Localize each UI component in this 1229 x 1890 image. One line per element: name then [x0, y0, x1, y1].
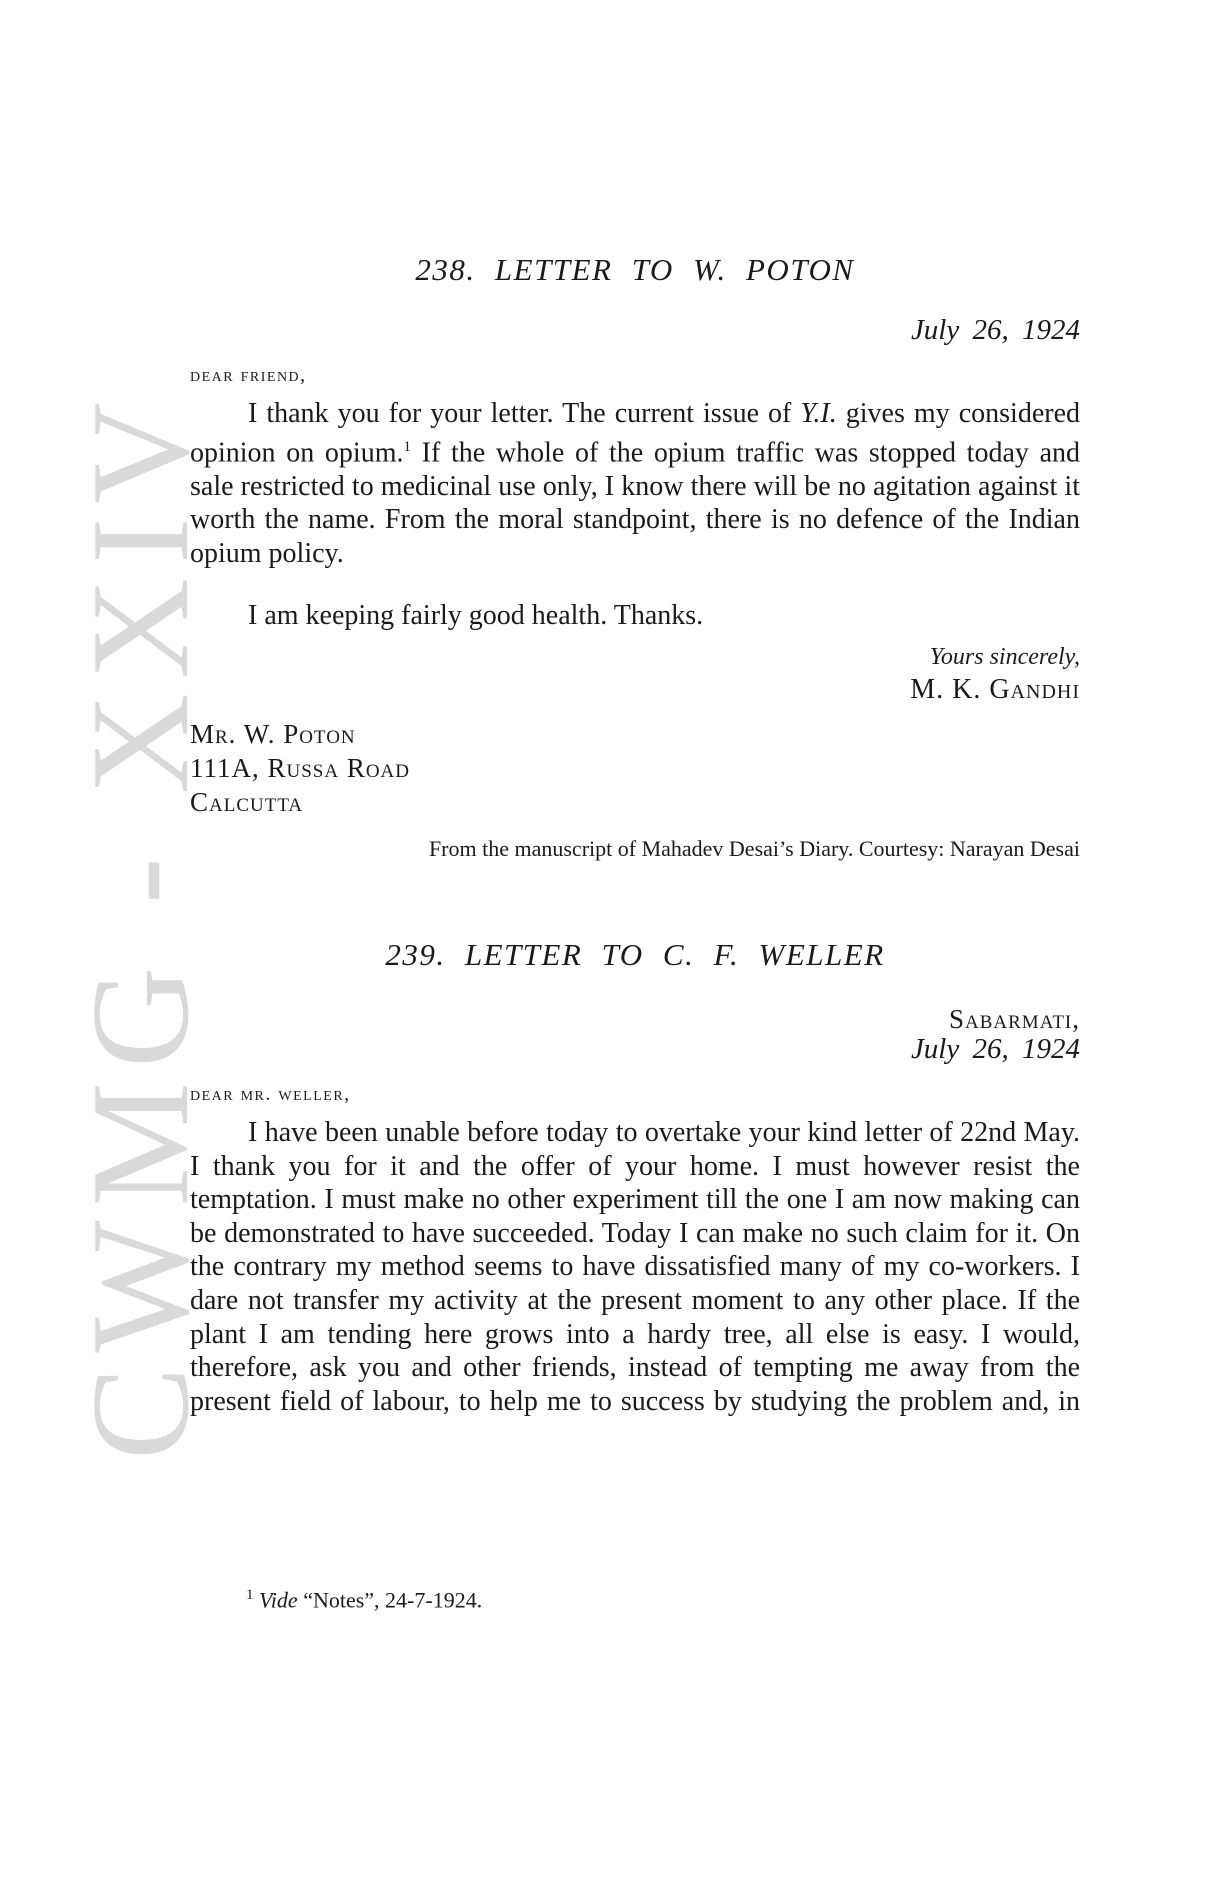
footnote-marker: 1 [403, 438, 411, 455]
para-text: gives my considered opinion on opium. [190, 398, 1081, 468]
letter-238-heading: 238. LETTER TO W. POTON [415, 252, 855, 287]
young-india-ref: Y.I. [800, 398, 837, 429]
signature: M. K. Gandhi [910, 674, 1080, 705]
footnote-text: “Notes”, 24-7-1924. [297, 1587, 483, 1613]
footnote-vide: Vide [259, 1587, 298, 1613]
address-line-1: Mr. W. Poton [190, 719, 356, 749]
letter-238-paragraph-2: I am keeping fairly good health. Thanks. [248, 600, 704, 631]
letter-238-salutation: dear friend, [190, 364, 307, 386]
footnote-number: 1 [246, 1587, 254, 1603]
address-line-2: 111A, Russa Road [190, 753, 411, 783]
letter-238 [190, 0, 1080, 1890]
letter-239-paragraph-1: I have been unable before today to overtake your kind letter of 22nd May. I thank you for it and the offer of your home. I must however resist the temptation. I must make no other experiment till the one I am now making can be demonstrated to have succeeded. Today I can make no such claim for it. On the contrary my method seems to have dissatisfied many of my co-workers. I dare not transfer my activity at the present moment to any other place. If the plant I am tending here grows into a hardy tree, all else is easy. I would, therefore, ask you and other friends, instead of tempting me away from the present field of labour, to help me to success by studying the problem and, in [190, 1117, 1080, 1417]
para-text: If the whole of the opium traffic was stopped today and sale restricted to medicinal use only, I know there will be no agitation against it worth the name. From the moral standpoint, there is no defence of the Indian opium policy. [190, 436, 1080, 569]
watermark: CWMG - XXIV [63, 388, 218, 1460]
footnote [246, 1587, 482, 1613]
source-note: From the manuscript of Mahadev Desai’s Diary. Courtesy: Narayan Desai [428, 836, 1080, 861]
letter-239-heading: 239. LETTER TO C. F. WELLER [385, 937, 885, 972]
letter-239-date: July 26, 1924 [910, 1033, 1080, 1065]
letter-239-place: Sabarmati, [949, 1004, 1080, 1034]
address-line-3: Calcutta [190, 787, 304, 817]
para-text: I thank you for your letter. The current issue of [248, 398, 801, 429]
closing: Yours sincerely, [929, 644, 1080, 670]
letter-238-date: July 26, 1924 [910, 314, 1080, 346]
letter-239-salutation: dear mr. weller, [190, 1083, 351, 1105]
letter-238-paragraph-1 [190, 397, 1080, 570]
